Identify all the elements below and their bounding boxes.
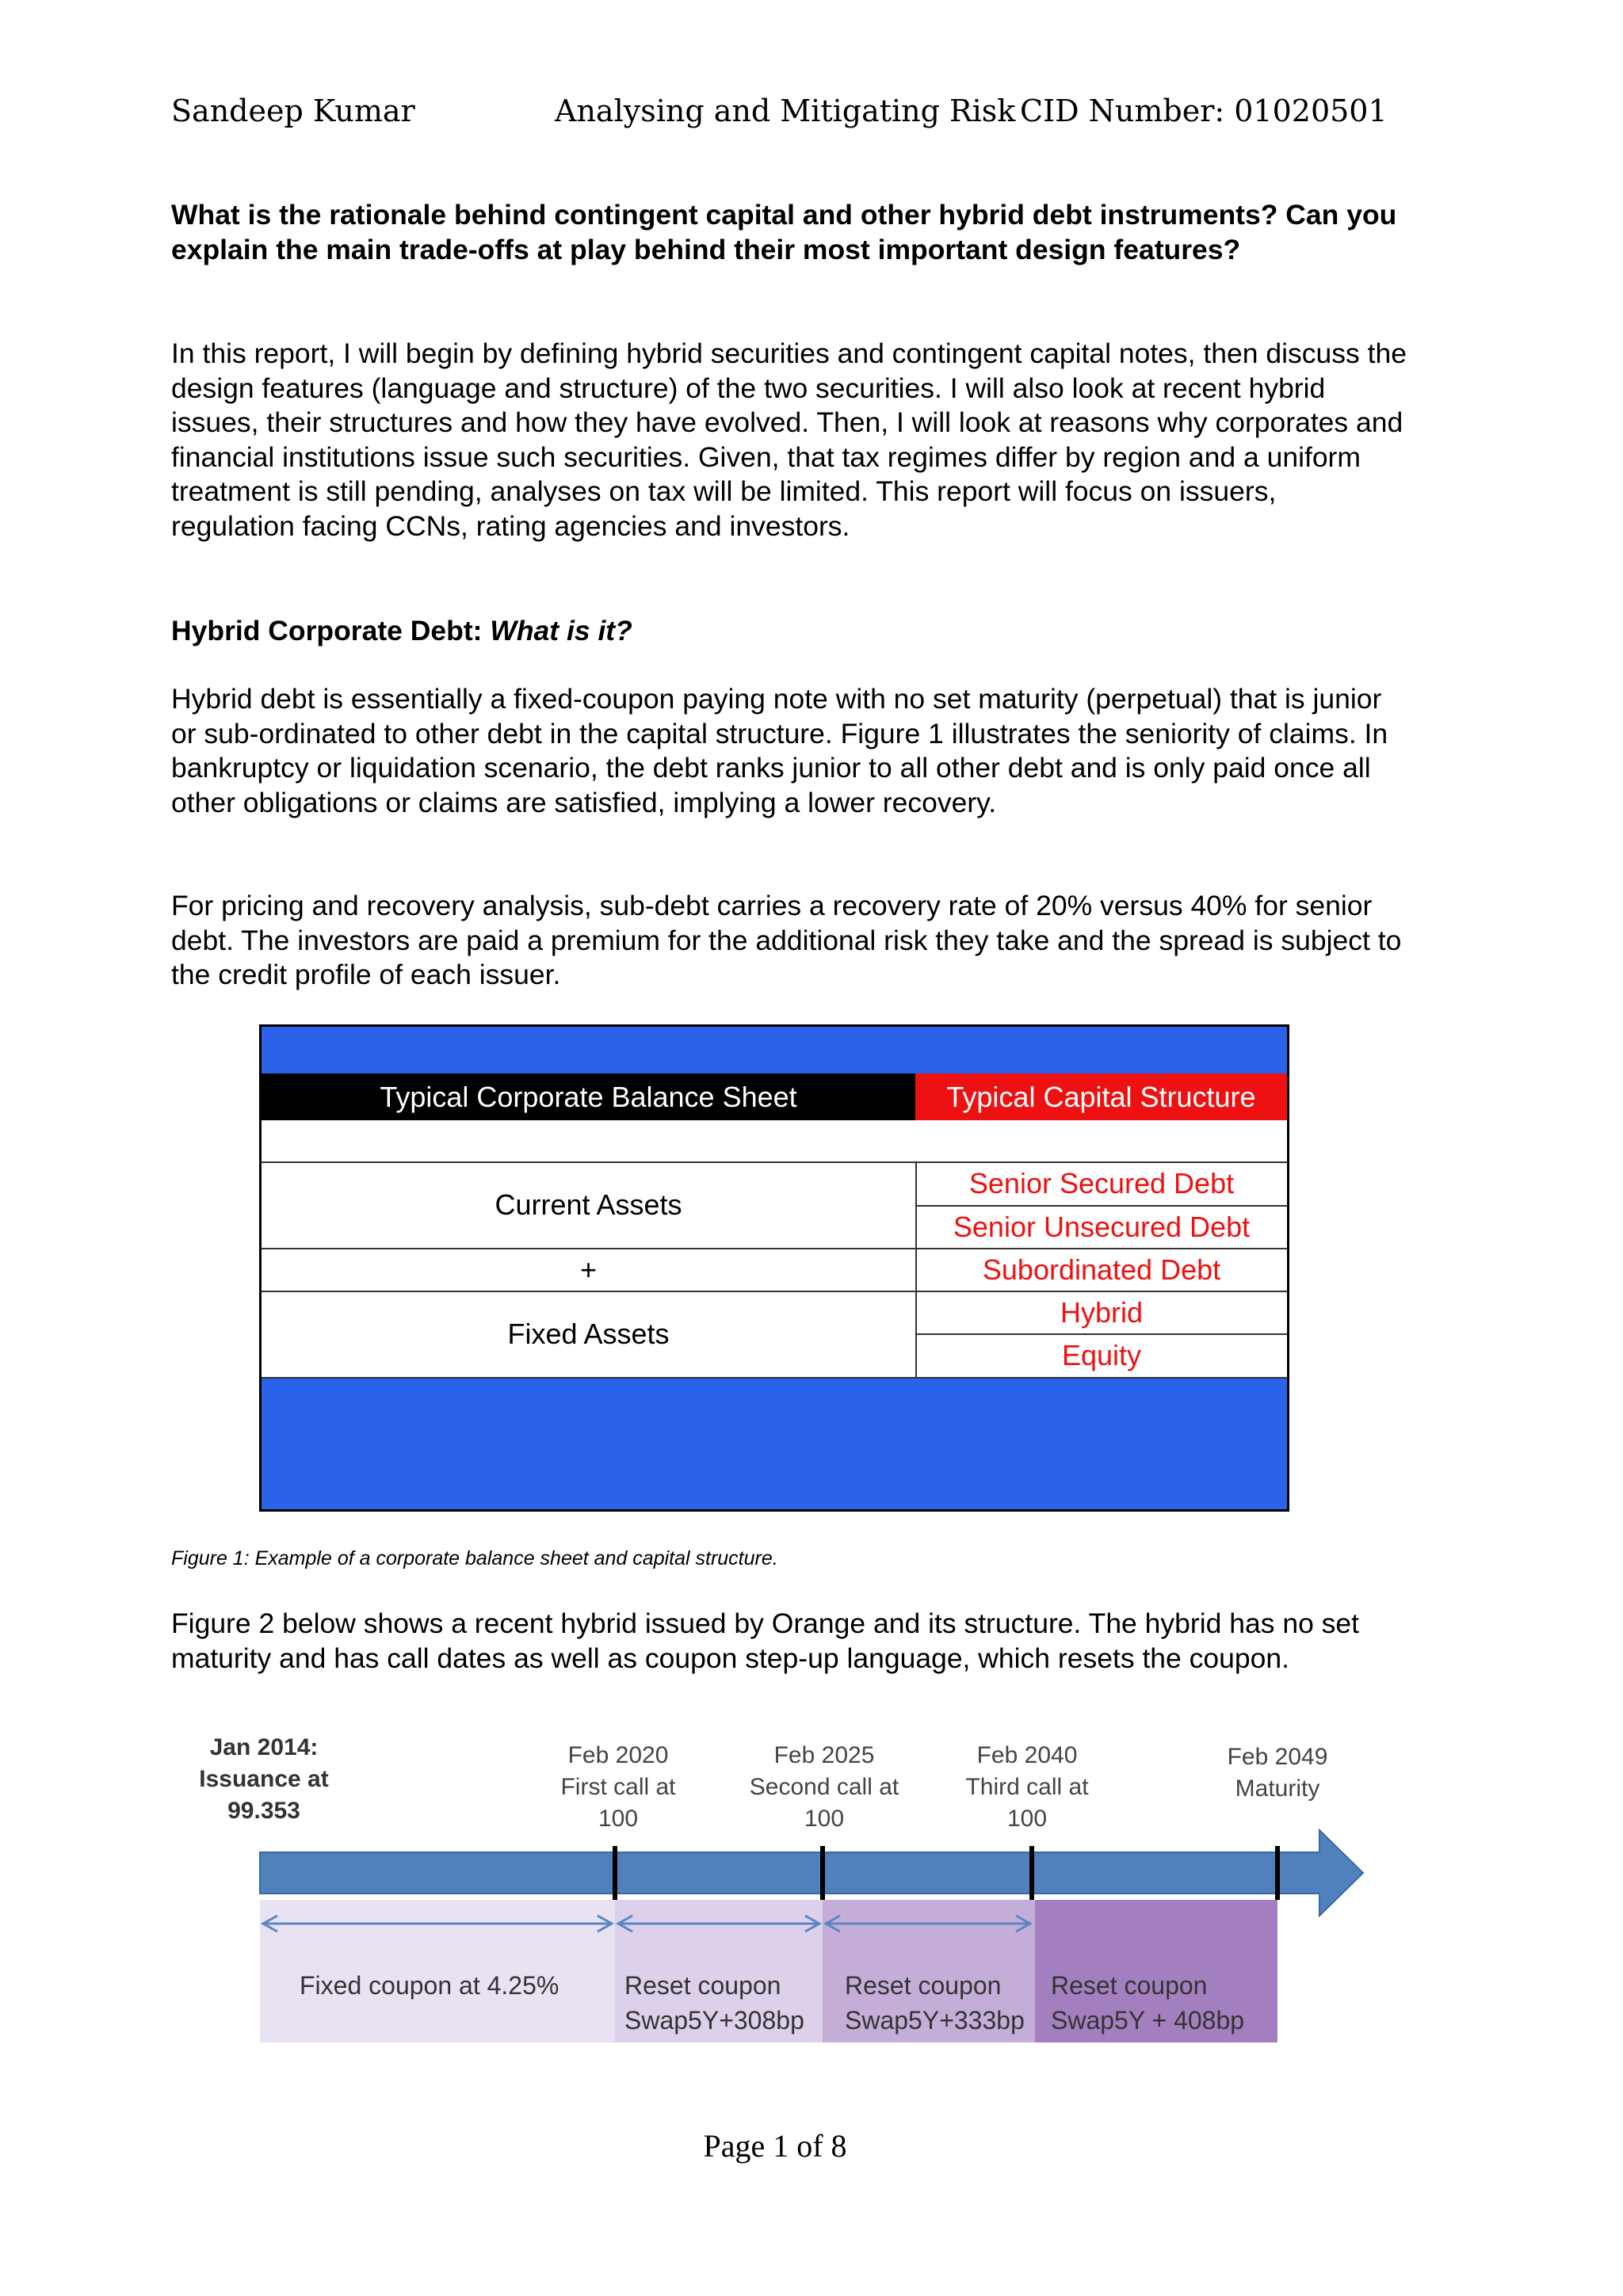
tick-maturity xyxy=(1275,1846,1280,1900)
section-heading-italic: What is it? xyxy=(490,615,632,646)
senior-unsecured-debt: Senior Unsecured Debt xyxy=(953,1211,1251,1243)
page-number: Page 1 of 8 xyxy=(703,2128,847,2164)
band-label: Reset coupon xyxy=(624,1971,781,2000)
band-text-reset-1 xyxy=(624,1968,804,2038)
milestone-date: Feb 2040 xyxy=(976,1742,1078,1768)
tick-first-call xyxy=(613,1846,617,1900)
milestone-price: 100 xyxy=(598,1806,639,1832)
band-spread: Swap5Y + 408bp xyxy=(1051,2006,1245,2035)
milestone-text: First call at xyxy=(560,1774,676,1800)
paragraph-hybrid-definition: Hybrid debt is essentially a fixed-coupon paying note with no set maturity (perpetual) that is junior or sub-ordinated to other debt in the capital structure. Figure 1 illustrates the seniority of claims. In bankruptcy or liquidation scenario, the debt ranks junior to all other debt and is only paid once all other obligations or claims are satisfied, implying a lower recovery. xyxy=(171,683,1388,818)
milestone-text: Maturity xyxy=(1235,1775,1320,1802)
milestone-date: Feb 2020 xyxy=(567,1742,669,1768)
tick-second-call xyxy=(820,1846,825,1900)
issuance-price: 99.353 xyxy=(227,1798,300,1824)
band-text-fixed: Fixed coupon at 4.25% xyxy=(300,1971,559,2000)
milestone-price: 100 xyxy=(1006,1806,1048,1832)
header-cid: CID Number: 01020501 xyxy=(1020,93,1388,128)
issuance-text: Issuance at xyxy=(199,1766,329,1792)
tick-third-call xyxy=(1029,1846,1034,1900)
current-assets: Current Assets xyxy=(495,1188,682,1221)
milestone-date: Feb 2049 xyxy=(1227,1744,1328,1770)
hybrid: Hybrid xyxy=(1060,1296,1144,1329)
capital-structure-header: Typical Capital Structure xyxy=(946,1080,1256,1113)
header-course: Analysing and Mitigating Risk xyxy=(555,93,1016,128)
equity: Equity xyxy=(1061,1339,1142,1371)
band-spread: Swap5Y+308bp xyxy=(624,2006,804,2035)
paragraph-orange-hybrid: Figure 2 below shows a recent hybrid issued by Orange and its structure. The hybrid has no set maturity and has call dates as well as coupon step-up language, which resets the coupon. xyxy=(171,1608,1360,1674)
header-author: Sandeep Kumar xyxy=(171,93,415,128)
senior-secured-debt: Senior Secured Debt xyxy=(968,1167,1235,1199)
band-text-reset-3 xyxy=(1051,1968,1244,2038)
balance-sheet-header: Typical Corporate Balance Sheet xyxy=(380,1080,797,1113)
question-heading: What is the rationale behind contingent capital and other hybrid debt instruments? Can you explain the main trade-offs at play behind their most important design features? xyxy=(171,199,1397,265)
section-heading-bold: Hybrid Corporate Debt: xyxy=(171,615,491,646)
band-text-reset-2 xyxy=(845,1968,1025,2038)
milestone-date: Feb 2025 xyxy=(773,1742,875,1768)
plus-sign: + xyxy=(579,1253,598,1286)
milestone-price: 100 xyxy=(804,1806,845,1832)
paragraph-recovery: For pricing and recovery analysis, sub-debt carries a recovery rate of 20% versus 40% for senior debt. The investors are paid a premium for the additional risk they take and the spread is subject to the credit profile of each issuer. xyxy=(171,890,1402,991)
milestone-text: Second call at xyxy=(749,1774,899,1800)
fixed-assets: Fixed Assets xyxy=(507,1318,670,1350)
subordinated-debt: Subordinated Debt xyxy=(982,1253,1221,1286)
issuance-date: Jan 2014: xyxy=(209,1734,319,1760)
figure-1-caption: Figure 1: Example of a corporate balance sheet and capital structure. xyxy=(171,1547,778,1569)
band-spread: Swap5Y+333bp xyxy=(845,2006,1025,2035)
band-label: Reset coupon xyxy=(1051,1971,1208,2000)
intro-paragraph: In this report, I will begin by defining hybrid securities and contingent capital notes, then discuss the design features (language and structure) of the two securities. I will also look at recent hybrid issues, their structures and how they have evolved. Then, I will look at reasons why corporates and financial institutions issue such securities. Given, that tax regimes differ by region and a uniform treatment is still pending, analyses on tax will be limited. This report will focus on issuers, regulation facing CCNs, rating agencies and investors. xyxy=(171,338,1407,542)
milestone-text: Third call at xyxy=(965,1774,1089,1800)
band-label: Reset coupon xyxy=(845,1971,1002,2000)
